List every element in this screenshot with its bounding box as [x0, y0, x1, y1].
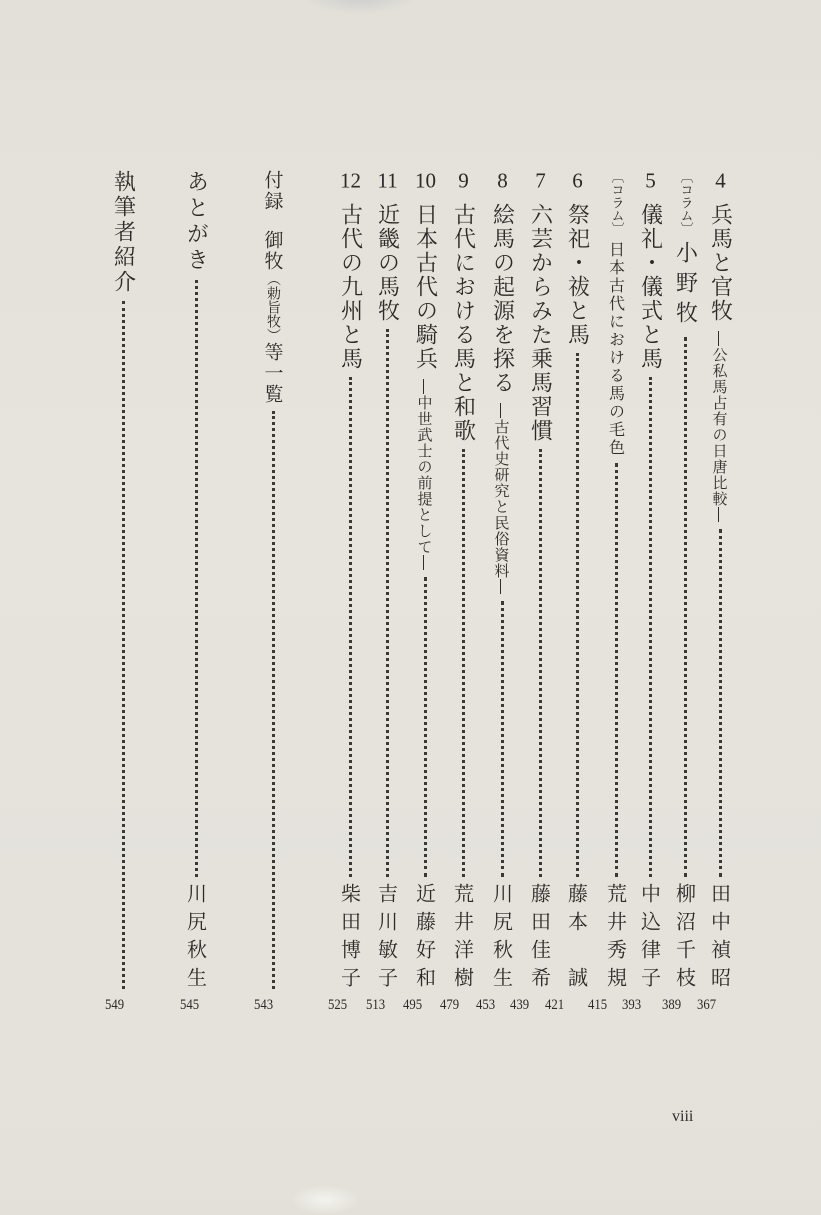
entry-author: 荒井秀規: [603, 883, 628, 995]
page-folio: viii: [672, 1108, 694, 1125]
entry-title: 絵馬の起源を探る: [489, 203, 515, 395]
entry-note: （勅旨牧）: [265, 272, 281, 342]
toc-entry-4[interactable]: [700, 170, 740, 995]
entry-number: 8: [497, 170, 508, 191]
entry-author: 荒井洋樹: [450, 883, 475, 995]
dot-leader: [539, 449, 542, 877]
dot-leader: [462, 449, 465, 877]
entry-title: 日本古代における馬の毛色: [606, 241, 626, 457]
entry-subtitle: ―古代史研究と民俗資料―: [492, 403, 511, 595]
entry-number: 9: [458, 170, 469, 191]
dot-leader: [576, 353, 579, 877]
toc-entry-appendix[interactable]: [253, 170, 293, 995]
entry-title: 小野牧: [672, 241, 698, 331]
toc-entry-5[interactable]: [630, 170, 670, 995]
entry-subtitle: ―公私馬占有の日唐比較―: [710, 331, 729, 523]
dot-leader: [649, 377, 652, 877]
toc-entry-9[interactable]: [443, 170, 483, 995]
entry-page: 545: [180, 997, 200, 1013]
entry-title: 古代における馬と和歌: [450, 203, 476, 443]
entry-author: 中込律子: [637, 883, 662, 995]
entry-title: 兵馬と官牧: [707, 203, 733, 323]
entry-number: 6: [572, 170, 583, 191]
entry-author: 藤田佳希: [527, 883, 552, 995]
entry-page: 453: [476, 997, 496, 1013]
entry-title: 近畿の馬牧: [374, 203, 400, 323]
entry-author: 柳沼千枝: [672, 883, 697, 995]
column-tag: 〔コラム〕: [608, 170, 624, 235]
entry-author: 藤本 誠: [564, 883, 589, 995]
entry-number: 5: [645, 170, 656, 191]
entry-number: 11: [377, 170, 398, 191]
entry-number: 12: [340, 170, 361, 191]
page-edge-highlight: [290, 1185, 360, 1215]
entry-page: 479: [440, 997, 460, 1013]
entry-page: 393: [622, 997, 642, 1013]
entry-title-continued: 等一覧: [261, 342, 284, 405]
entry-title: 儀礼・儀式と馬: [637, 203, 663, 371]
entry-title: 祭祀・祓と馬: [564, 203, 590, 347]
entry-author: 田中禎昭: [707, 883, 732, 995]
toc-entry-column-ono[interactable]: [665, 170, 705, 995]
dot-leader: [719, 529, 722, 877]
entry-number: 4: [715, 170, 726, 191]
entry-author: 川尻秋生: [489, 883, 514, 995]
entry-title: 六芸からみた乗馬習慣: [527, 203, 553, 443]
appendix-label: 付録: [261, 170, 284, 212]
entry-page: 389: [662, 997, 682, 1013]
entry-title: 古代の九州と馬: [337, 203, 363, 371]
entry-author: 近藤好和: [412, 883, 437, 995]
entry-page: 415: [588, 997, 608, 1013]
entry-page: 495: [403, 997, 423, 1013]
dot-leader: [684, 337, 687, 877]
dot-leader: [195, 280, 198, 877]
dot-leader: [424, 577, 427, 877]
entry-number: 10: [415, 170, 436, 191]
toc-entry-11[interactable]: [367, 170, 407, 995]
entry-page: 525: [328, 997, 348, 1013]
entry-page: 549: [105, 997, 125, 1013]
dot-leader: [501, 601, 504, 877]
toc-entry-7[interactable]: [520, 170, 560, 995]
column-tag: 〔コラム〕: [677, 170, 693, 235]
entry-page: 543: [254, 997, 274, 1013]
entry-title: 執筆者紹介: [110, 170, 136, 295]
toc-entry-6[interactable]: [557, 170, 597, 995]
dot-leader: [615, 463, 618, 877]
entry-title: 日本古代の騎兵: [412, 203, 438, 371]
entry-number: 7: [535, 170, 546, 191]
toc-entry-8[interactable]: [482, 170, 522, 995]
dot-leader: [272, 411, 275, 989]
entry-page: 367: [697, 997, 717, 1013]
dot-leader: [122, 301, 125, 989]
toc-entry-10[interactable]: [405, 170, 445, 995]
entry-author: 川尻秋生: [183, 883, 208, 995]
entry-title: あとがき: [183, 170, 209, 274]
entry-page: 421: [545, 997, 565, 1013]
entry-page: 439: [510, 997, 530, 1013]
entry-author: 柴田博子: [337, 883, 362, 995]
entry-page: 513: [366, 997, 386, 1013]
page-edge-shadow: [300, 0, 420, 15]
toc-entry-afterword[interactable]: [176, 170, 216, 995]
toc-entry-12[interactable]: [330, 170, 370, 995]
entry-subtitle: ―中世武士の前提として―: [415, 379, 434, 571]
dot-leader: [386, 329, 389, 877]
entry-title: 御牧: [261, 230, 284, 272]
toc-entry-contributors[interactable]: [103, 170, 143, 995]
entry-author: 吉川敏子: [374, 883, 399, 995]
toc-entry-column-keiro[interactable]: [596, 170, 636, 995]
dot-leader: [349, 377, 352, 877]
